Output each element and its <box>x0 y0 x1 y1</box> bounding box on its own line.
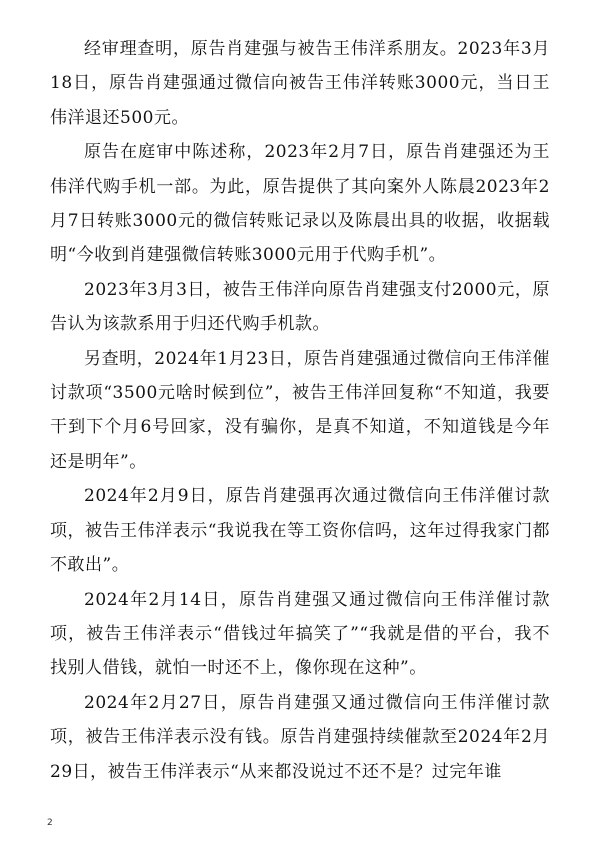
document-body <box>50 32 550 789</box>
paragraph-feb-27: 2024年2月27日，原告肖建强又通过微信向王伟洋催讨款项，被告王伟洋表示没有钱。原告肖建强持续催款至2024年2月29日，被告王伟洋表示“从来都没说过不还不是？过完年谁 <box>50 692 550 782</box>
page-number: 2 <box>47 818 53 828</box>
paragraph-feb-9: 2024年2月9日，原告肖建强再次通过微信向王伟洋催讨款项，被告王伟洋表示“我说我在等工资你信吗，这年过得我家门都不敢出”。 <box>50 486 550 576</box>
paragraph-payment: 2023年3月3日，被告王伟洋向原告肖建强支付2000元，原告认为该款系用于归还代购手机款。 <box>50 279 550 335</box>
paragraph-feb-14: 2024年2月14日，原告肖建强又通过微信向王伟洋催讨款项，被告王伟洋表示“借钱过年搞笑了”“我就是借的平台，我不找别人借钱，就怕一时还不上，像你现在这种”。 <box>50 589 550 679</box>
paragraph-findings: 经审理查明，原告肖建强与被告王伟洋系朋友。2023年3月18日，原告肖建强通过微信向被告王伟洋转账3000元，当日王伟洋退还500元。 <box>50 39 550 128</box>
paragraph-plaintiff-statement: 原告在庭审中陈述称，2023年2月7日，原告肖建强还为王伟洋代购手机一部。为此，原告提供了其向案外人陈晨2023年2月7日转账3000元的微信转账记录以及陈晨出具的收据，收据载明“今收到肖建强微信转账3000元用于代购手机”。 <box>50 142 550 266</box>
paragraph-further-findings: 另查明，2024年1月23日，原告肖建强通过微信向王伟洋催讨款项“3500元啥时候到位”，被告王伟洋回复称“不知道，我要干到下个月6号回家，没有骗你，是真不知道，不知道钱是今年还是明年”。 <box>50 348 550 472</box>
